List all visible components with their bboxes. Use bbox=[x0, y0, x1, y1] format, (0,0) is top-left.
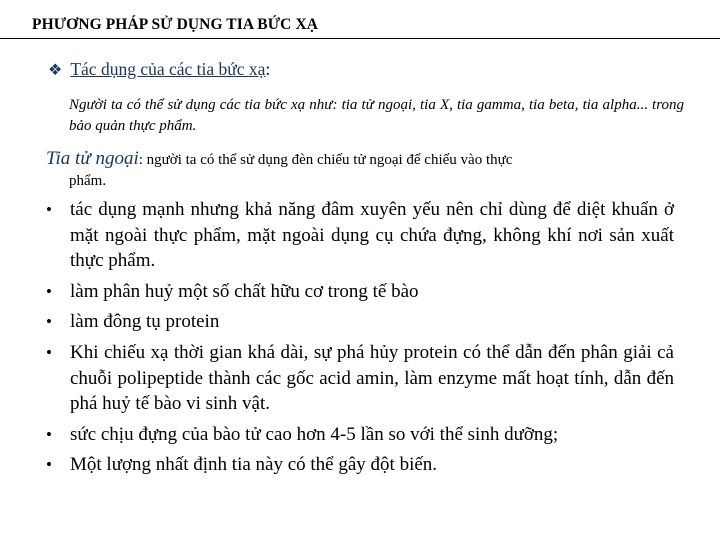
list-item-text: sức chịu đựng của bào tử cao hơn 4-5 lần so với thể sinh dưỡng; bbox=[70, 423, 559, 445]
section-heading bbox=[48, 59, 270, 80]
list-item bbox=[46, 197, 674, 274]
list-item-text: tác dụng mạnh nhưng khả năng đâm xuyên yếu nên chỉ dùng để diệt khuẩn ở mặt ngoài thực phẩm, mặt ngoài dụng cụ chứa đựng, không khí nơi sản xuất thực phẩm. bbox=[70, 199, 674, 272]
effects-list bbox=[46, 197, 674, 483]
list-item-text: làm phân huỷ một số chất hữu cơ trong tế bào bbox=[70, 280, 419, 302]
uv-paragraph bbox=[46, 146, 676, 189]
list-item bbox=[46, 279, 674, 305]
slide-title: PHƯƠNG PHÁP SỬ DỤNG TIA BỨC XẠ bbox=[32, 16, 319, 33]
list-item-text: làm đông tụ protein bbox=[70, 311, 220, 333]
bullet-dot-icon: • bbox=[46, 342, 52, 362]
uv-description-continued: phẩm. bbox=[69, 173, 107, 189]
bullet-dot-icon: • bbox=[46, 424, 52, 444]
uv-term: Tia tử ngoại bbox=[46, 148, 139, 169]
section-heading-text: Tác dụng của các tia bức xạ bbox=[70, 59, 266, 79]
bullet-dot-icon: • bbox=[46, 281, 52, 301]
intro-paragraph: Người ta có thể sử dụng các tia bức xạ như: tia tử ngoại, tia X, tia gamma, tia beta, tia alpha... trong bảo quản thực phẩm. bbox=[69, 97, 684, 134]
bullet-dot-icon: • bbox=[46, 312, 52, 332]
bullet-dot-icon: • bbox=[46, 455, 52, 475]
list-item bbox=[46, 452, 674, 478]
list-item bbox=[46, 309, 674, 335]
list-item bbox=[46, 422, 674, 448]
section-heading-colon: : bbox=[265, 59, 271, 79]
title-divider bbox=[0, 38, 720, 39]
list-item-text: Khi chiếu xạ thời gian khá dài, sự phá hủy protein có thể dẫn đến phân giải cả chuỗi polipeptide thành các gốc acid amin, làm enzyme mất hoạt tính, dẫn đến phá huỷ tế bào vi sinh vật. bbox=[70, 341, 674, 415]
list-item bbox=[46, 340, 674, 417]
list-item-text: Một lượng nhất định tia này có thể gây đột biến. bbox=[70, 454, 438, 476]
bullet-dot-icon: • bbox=[46, 200, 52, 219]
diamond-bullet-icon: ❖ bbox=[48, 62, 63, 79]
uv-description: : người ta có thể sử dụng đèn chiếu tử ngoại để chiếu vào thực bbox=[138, 152, 513, 168]
